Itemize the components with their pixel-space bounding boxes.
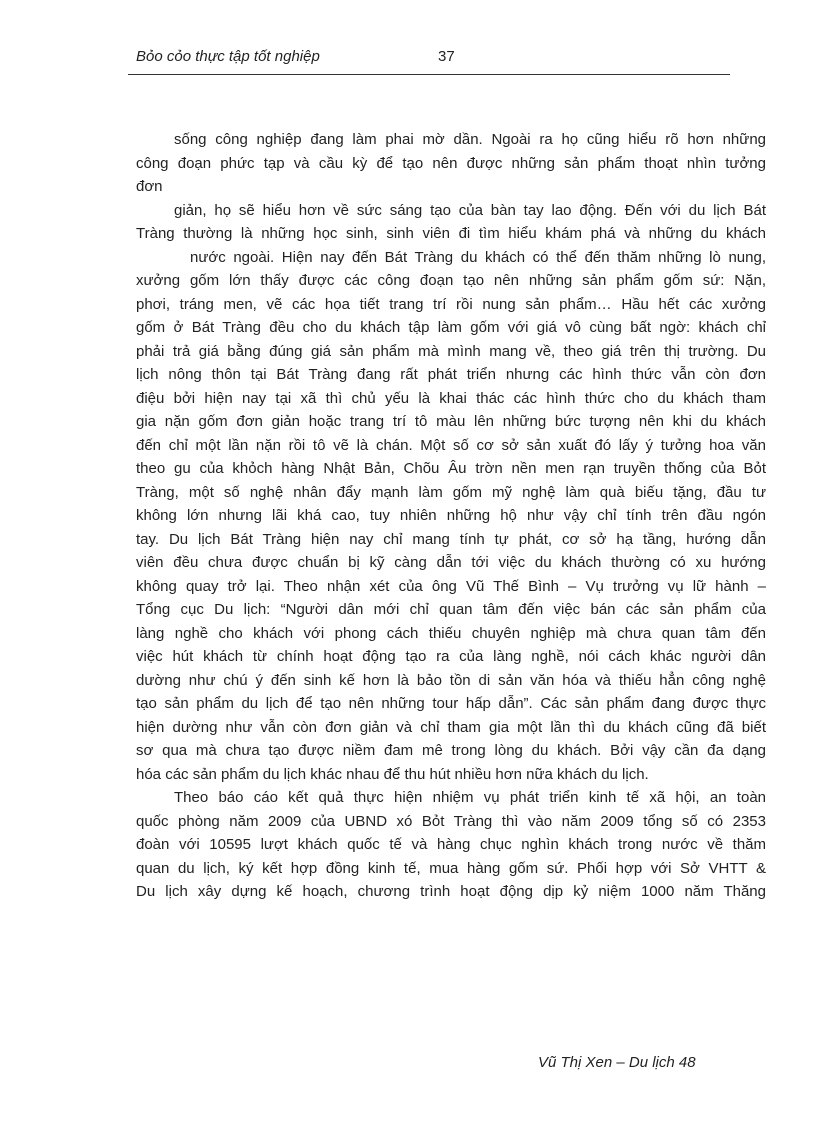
text-line: Tràng, một số nghệ nhân đẩy mạnh làm gốm mỹ nghệ làm quà biếu tặng, đầu tư <box>136 483 766 501</box>
text-line: viên đều chưa được chuẩn bị kỹ càng dẫn tới việc du khách thường có xu hướng <box>136 554 766 571</box>
text-line: điệu bởi hiện nay tại xã thì chủ yếu là khai thác các hình thức cho du khách tham <box>136 389 766 407</box>
text-line: đến chỉ một lần nặn rồi tô vẽ là chán. Một số cơ sở sản xuất đó lấy ý tưởng hoa văn <box>136 436 766 454</box>
header-divider <box>128 74 730 75</box>
text-line: gốm ở Bát Tràng đều cho du khách tập làm gốm với giá vô cùng bất ngờ: khách chỉ <box>136 319 766 336</box>
text-line: sống công nghiệp đang làm phai mờ dần. Ngoài ra họ cũng hiểu rõ hơn những <box>174 131 766 148</box>
text-line: hiện dường như vẫn còn đơn giản và chỉ tham gia một lần thì du khách cũng đã biết <box>136 718 766 736</box>
text-line: theo gu của khỏch hàng Nhật Bản, Chõu Âu trờn nền men rạn truyền thống của Bỏt <box>136 460 766 477</box>
text-line: lịch nông thôn tại Bát Tràng đang rất phát triển nhưng các hình thức vẫn còn đơn <box>136 366 766 383</box>
page-number: 37 <box>438 48 455 65</box>
text-line: gia nặn gốm đơn giản hoặc trang trí tô màu lên những bức tượng nên khi du khách <box>136 413 766 430</box>
text-line: xưởng gốm lớn thấy được các công đoạn tạo nên những sản phẩm gốm sứ: Nặn, <box>136 272 766 289</box>
text-line: quan du lịch, ký kết hợp đồng kinh tế, mua hàng gốm sứ. Phối hợp với Sở VHTT & <box>136 859 766 877</box>
page-header-title: Bỏo cỏo thực tập tốt nghiệp <box>136 48 320 65</box>
text-line: đơn <box>136 178 163 195</box>
text-line: giản, họ sẽ hiểu hơn về sức sáng tạo của bàn tay lao động. Đến với du lịch Bát <box>174 201 766 219</box>
text-line: phơi, tráng men, vẽ các họa tiết trang trí rồi nung sản phẩm… Hầu hết các xưởng <box>136 295 766 313</box>
text-line: tạo sản phẩm du lịch để tạo nên những tour hấp dẫn”. Các sản phẩm đang được thực <box>136 695 766 712</box>
text-line: việc hút khách từ chính hoạt động tạo ra của làng nghề, nói cách khác người dân <box>136 648 766 665</box>
text-line: Tràng thường là những học sinh, sinh viên đi tìm hiểu khám phá và những du khách <box>136 225 766 242</box>
text-line: hóa các sản phẩm du lịch khác nhau để thu hút nhiều hơn nữa khách du lịch. <box>136 765 649 783</box>
text-line: không quay trở lại. Theo nhận xét của ông Vũ Thế Bình – Vụ trưởng vụ lữ hành – <box>136 577 766 595</box>
text-line: dường như chú ý đến sinh kế hơn là bảo tồn di sản văn hóa và thiếu hẳn công nghệ <box>136 671 766 689</box>
text-line: làng nghề cho khách với phong cách thiếu chuyên nghiệp mà chưa quan tâm đến <box>136 624 766 642</box>
text-line: nước ngoài. Hiện nay đến Bát Tràng du khách có thể đến thăm những lò nung, <box>190 248 766 266</box>
page-footer-author: Vũ Thị Xen – Du lịch 48 <box>538 1054 696 1071</box>
text-line: quốc phòng năm 2009 của UBND xó Bỏt Tràng thì vào năm 2009 tổng số có 2353 <box>136 812 766 830</box>
text-line: không lớn nhưng lãi khá cao, tuy nhiên những hộ như vậy chỉ tính trên đầu ngón <box>136 507 766 524</box>
text-line: phải trả giá bằng đúng giá sản phẩm mà mình mang về, theo giá trên thị trường. Du <box>136 342 766 360</box>
body-text <box>136 128 766 904</box>
text-line: công đoạn phức tạp và cầu kỳ để tạo nên được những sản phẩm thoạt nhìn tưởng <box>136 154 766 172</box>
text-line: sơ qua mà chưa tạo được niềm đam mê trong lòng du khách. Bởi vậy cần đa dạng <box>136 742 766 759</box>
text-line: Theo báo cáo kết quả thực hiện nhiệm vụ phát triển kinh tế xã hội, an toàn <box>174 789 766 806</box>
text-line: tay. Du lịch Bát Tràng hiện nay chỉ mang tính tự phát, cơ sở hạ tầng, hướng dẫn <box>136 530 766 548</box>
text-line: Du lịch xây dựng kế hoạch, chương trình hoạt động dịp kỷ niệm 1000 năm Thăng <box>136 883 766 900</box>
text-line: đoàn với 10595 lượt khách quốc tế và hàng chục nghìn khách trong nước về thăm <box>136 836 766 853</box>
text-line: Tổng cục Du lịch: “Người dân mới chỉ quan tâm đến việc bán các sản phẩm của <box>136 601 766 618</box>
